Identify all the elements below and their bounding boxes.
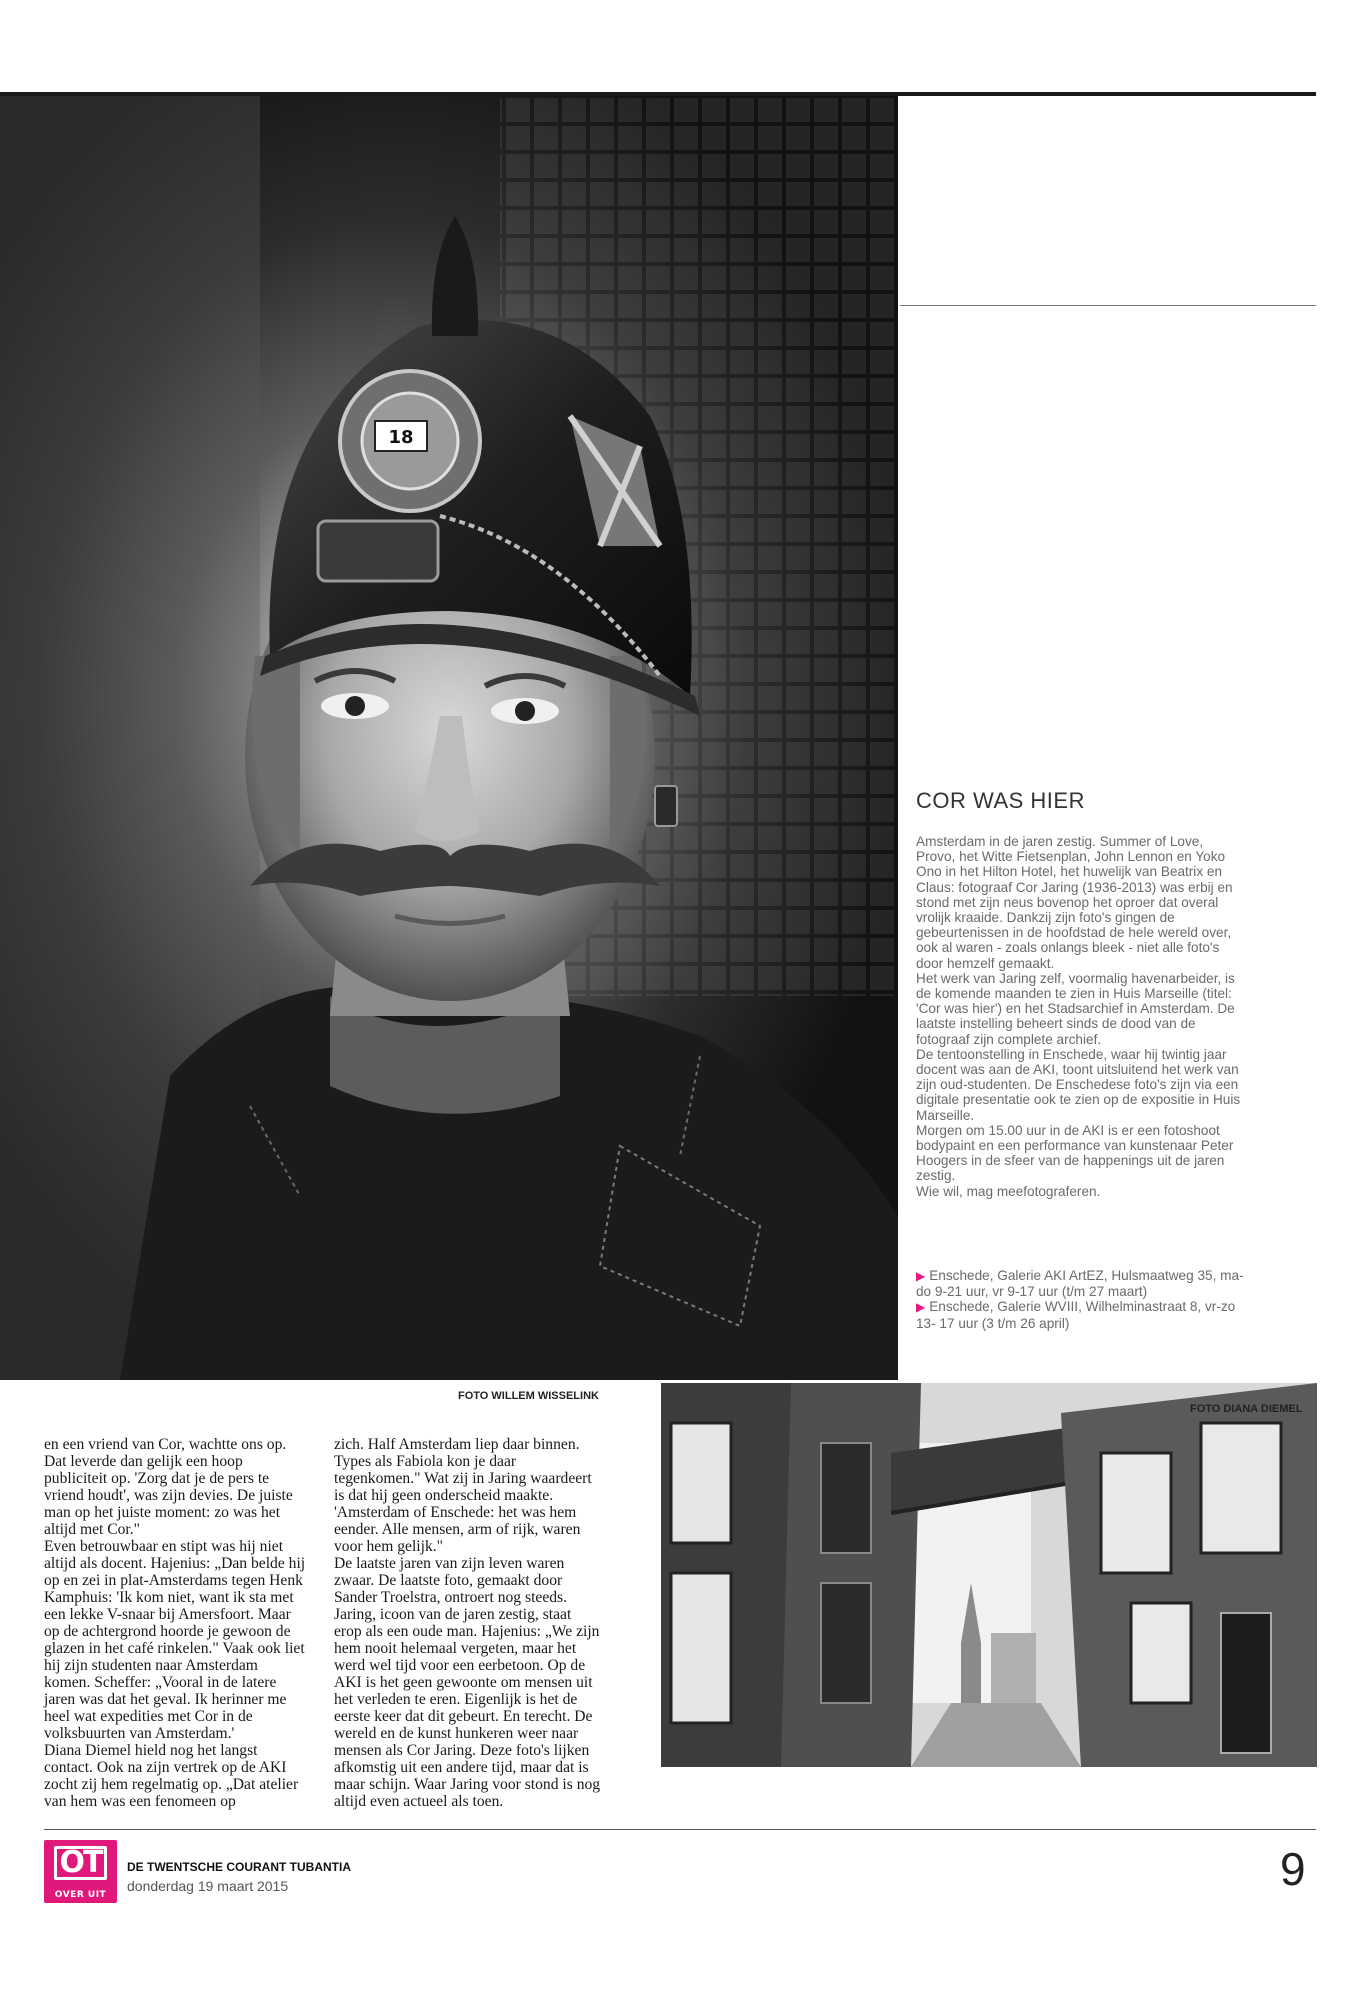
article-paragraph: Even betrouwbaar en stipt was hij niet altijd als docent. Hajenius: „Dan belde hij op en zei in plat-Amsterdams tegen Henk Kamphuis: 'Ik kom niet, want ik sta met een lekke V-snaar bij Amersfoort. Maar op de achtergrond hoorde je gewoon de glazen in het café rinkelen." Vaak ook liet hij zijn studenten naar Amsterdam komen. Scheffer: „Vooral in de latere jaren was dat het geval. Ik herinner me heel wat expedities met Cor in de volksbuurten van Amsterdam.' <box>44 1538 306 1742</box>
triangle-bullet-icon: ▶ <box>916 1269 926 1283</box>
sidebar-body <box>916 834 1246 1199</box>
listing-item <box>916 1268 1256 1299</box>
issue-date: donderdag 19 maart 2015 <box>127 1878 289 1894</box>
listing-item <box>916 1299 1256 1330</box>
sidebar-paragraph: Amsterdam in de jaren zestig. Summer of Love, Provo, het Witte Fietsenplan, John Lennon en Yoko Ono in het Hilton Hotel, het huwelijk van Beatrix en Claus: fotograaf Cor Jaring (1936-2013) was erbij en stond met zijn neus bovenop het oproer dat overal vrolijk kraaide. Dankzij zijn foto's gingen de gebeurtenissen in de hoofdstad de hele wereld over, ook al waren - zoals onlangs bleek - niet alle foto's door hemzelf gemaakt. <box>916 834 1233 971</box>
portrait-photo <box>0 96 898 1380</box>
footer-rule <box>44 1829 1316 1830</box>
exhibition-listings <box>916 1268 1256 1331</box>
helmet-number: 18 <box>388 427 414 448</box>
article-paragraph: Diana Diemel hield nog het langst contact. Ook na zijn vertrek op de AKI zocht zij hem regelmatig op. „Dat atelier van hem was een fenomeen op <box>44 1742 299 1810</box>
photo-credit-main: FOTO WILLEM WISSELINK <box>458 1390 599 1402</box>
sidebar-paragraph: Morgen om 15.00 uur in de AKI is er een fotoshoot bodypaint en een performance van kunstenaar Peter Hoogers in de sfeer van de happenings uit de jaren zestig. <box>916 1122 1234 1184</box>
triangle-bullet-icon: ▶ <box>916 1300 926 1315</box>
article-paragraph: zich. Half Amsterdam liep daar binnen. Types als Fabiola kon je daar tegenkomen." Wat zij in Jaring waardeert is dat hij geen onderscheid maakte. 'Amsterdam of Enschede: het was hem eender. Alle mensen, arm of rijk, waren voor hem gelijk." <box>334 1436 592 1555</box>
sidebar-paragraph: De tentoonstelling in Enschede, waar hij twintig jaar docent was aan de AKI, toont uitsluitend het werk van zijn oud-studenten. De Enschedese foto's zijn via een digitale presentatie ook te zien op de expositie in Huis Marseille. <box>916 1046 1241 1123</box>
photo-credit-second: FOTO DIANA DIEMEL <box>1190 1403 1303 1415</box>
listing-text: Enschede, Galerie AKI ArtEZ, Hulsmaatweg 35, ma-do 9-21 uur, vr 9-17 uur (t/m 27 maart) <box>916 1268 1244 1300</box>
sidebar-title: COR WAS HIER <box>916 788 1085 813</box>
article-paragraph: en een vriend van Cor, wachtte ons op. Dat leverde dan gelijk een hoop publiciteit op. 'Zorg dat je de pers te vriend houdt', was zijn devies. De juiste man op het juiste moment: zo was het altijd met Cor." <box>44 1436 293 1538</box>
page-number: 9 <box>1280 1843 1306 1895</box>
logo-subtitle: OVER UIT <box>54 1890 107 1900</box>
listing-text: Enschede, Galerie WVIII, Wilhelminastraat 8, vr-zo 13- 17 uur (3 t/m 26 april) <box>916 1299 1236 1331</box>
article-column-2 <box>334 1436 602 1810</box>
sidebar-rule <box>900 305 1316 306</box>
newspaper-name: DE TWENTSCHE COURANT TUBANTIA <box>127 1860 351 1874</box>
article-column-1 <box>44 1436 308 1810</box>
over-uit-logo <box>44 1840 117 1903</box>
sidebar-paragraph: Wie wil, mag meefotograferen. <box>916 1183 1101 1199</box>
article-paragraph: De laatste jaren van zijn leven waren zwaar. De laatste foto, gemaakt door Sander Troelstra, ontroert nog steeds. Jaring, icoon van de jaren zestig, staat erop als een oude man. Hajenius: „We zijn hem nooit helemaal vergeten, maar het werd wel tijd voor een eerbetoon. Op de AKI is het geen gewoonte om mensen uit het verleden te eren. Eigenlijk is het de eerste keer dat dit gebeurt. En terecht. De wereld en de kunst hunkeren weer naar mensen als Cor Jaring. Deze foto's lijken afkomstig uit een andere tijd, maar dat is maar schijn. Waar Jaring voor stond is nog altijd even actueel als toen. <box>334 1555 601 1810</box>
building-photo <box>661 1383 1317 1767</box>
sidebar-paragraph: Het werk van Jaring zelf, voormalig havenarbeider, is de komende maanden te zien in Huis Marseille (titel: 'Cor was hier') en het Stadsarchief in Amsterdam. De laatste instelling beheert sinds de dood van de fotograaf zijn complete archief. <box>916 970 1235 1047</box>
logo-letters: OT <box>50 1843 111 1883</box>
